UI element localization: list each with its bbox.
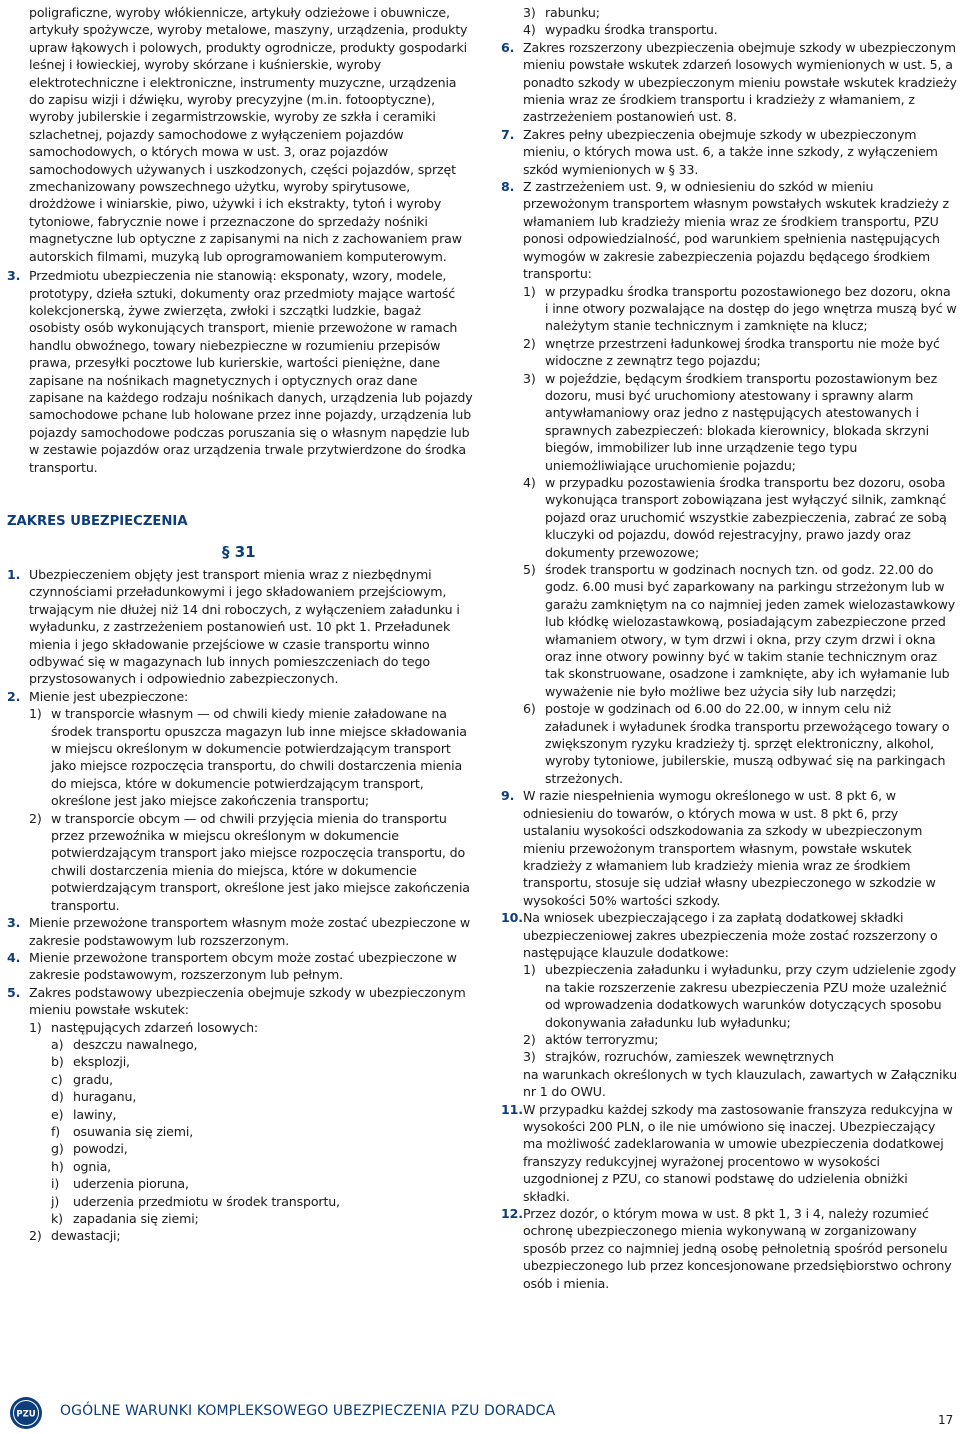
clause-number: 10. — [501, 910, 523, 926]
sub-item-b — [51, 1053, 473, 1070]
logo-text: PZU — [16, 1409, 36, 1420]
pzu-logo-icon — [10, 1397, 42, 1429]
clause-number: 4. — [7, 949, 21, 965]
item-text: Przedmiotu ubezpieczenia nie stanowią: eksponaty, wzory, modele, prototypy, dzieła sztuki, dokumenty oraz przedmioty mające wartość kolekcjonerską, żywe zwierzęta, zwłoki i szczątki ludzkie, bagaż osobisty osób wykonujących transport, mienie przewożone w ramach handlu obwoźnego, towary niebezpieczne w rozumieniu przepisów prawa, przesyłki pocztowe lub kurierskie, wartości pieniężne, dane zapisane na nośnikach magnetycznych i optycznych oraz dane zapisane na każdego rodzaju nośnikach danych, urządzenia lub pojazdy samochodowe pchane lub holowane przez inne pojazdy, urządzenia lub pojazdy samochodowe podczas poruszania się o własnym napędzie lub w zestawie pojazdów oraz urządzenia trwale przytwierdzone do środka transportu. — [29, 268, 473, 475]
clause-text: Mienie przewożone transportem własnym może zostać ubezpieczone w zakresie podstawowym lub rozszerzonym. — [29, 915, 471, 948]
sub-item-letter: k) — [51, 1211, 63, 1226]
sub-item-c — [51, 1071, 473, 1088]
sub-item-k — [51, 1210, 473, 1227]
clause-8-item-1 — [523, 283, 957, 335]
item-text: wnętrze przestrzeni ładunkowej środka transportu nie może być widoczne z zewnątrz tego pojazdu; — [545, 335, 940, 369]
clause-5-continuation — [501, 4, 957, 39]
clause-10 — [501, 909, 957, 1100]
clause-2 — [7, 688, 473, 914]
item-text: w pojeździe, będącym środkiem transportu pozostawionym bez dozoru, musi być uruchomiony atestowany i sprawny alarm antywłamaniowy oraz jedno z następujących atestowanych i sprawnych zabezpieczeń: blokada kierownicy, blokada skrzyni biegów, immobilizer lub inne urządzenie tego typu uniemożliwiające uruchomienie pojazdu; — [545, 370, 938, 473]
clause-8-item-6 — [523, 700, 957, 787]
item-number: 2) — [523, 335, 536, 351]
sub-item-text: deszczu nawalnego, — [73, 1036, 198, 1052]
item-3 — [7, 267, 473, 476]
sub-item-text: eksplozji, — [73, 1054, 130, 1070]
clause-text: Zakres podstawowy ubezpieczenia obejmuje szkody w ubezpieczonym mieniu powstałe wskutek: — [29, 984, 466, 1018]
clause-text: Na wniosek ubezpieczającego i za zapłatą dodatkowej składki ubezpieczeniowej zakres ubezpieczenia może zostać rozszerzony o następujące klauzule dodatkowe: — [523, 910, 938, 960]
item-number: 2) — [29, 1228, 42, 1244]
clause-number: 1. — [7, 566, 21, 582]
item-text: wypadku środka transportu. — [545, 22, 718, 38]
item-number: 3. — [7, 268, 21, 284]
clause-number: 9. — [501, 788, 515, 804]
sub-item-text: powodzi, — [73, 1141, 128, 1157]
clause-text: Zakres rozszerzony ubezpieczenia obejmuje szkody w ubezpieczonym mieniu powstałe wskutek zdarzeń losowych wymienionych w ust. 5, a ponadto szkody w ubezpieczonym mieniu powstałe wskutek kradzieży mienia wraz ze środkiem transportu i kradzieży z włamaniem, z zastrzeżeniem postanowień ust. 8. — [523, 39, 957, 125]
item-number: 5) — [523, 562, 536, 577]
item-text: w transporcie własnym — od chwili kiedy mienie załadowane na środek transportu opuszcza magazyn lub inne miejsce składowania w miejscu określonym w dokumencie potwierdzającym transport jako miejsce rozpoczęcia transportu, do chwili dostarczenia mienia do miejsca, które w dokumencie potwierdzającym transport, określone jest jako miejsce zakończenia transportu; — [51, 706, 467, 809]
sub-item-e — [51, 1106, 473, 1123]
item-text: ubezpieczenia załadunku i wyładunku, przy czym udzielenie zgody na takie rozszerzenie zakresu ubezpieczenia PZU może uzależnić od wprowadzenia dodatkowych warunków dotyczących sposobu dokonywania załadunku lub wyładunku; — [545, 962, 957, 1030]
item-number: 3) — [523, 5, 536, 20]
sub-item-letter: a) — [51, 1036, 64, 1052]
clause-8-item-4 — [523, 474, 957, 561]
clause-number: 7. — [501, 126, 515, 142]
clause-number: 2. — [7, 688, 21, 704]
clause-5-item-3 — [523, 4, 957, 21]
clause-text: Ubezpieczeniem objęty jest transport mienia wraz z niezbędnymi czynnościami przeładunkowymi i jego składowaniem przejściowym, trwającym nie dłużej niż 14 dni roboczych, z wyłączeniem załadunku i wyładunku, z zastrzeżeniem postanowień ust. 10 pkt 1. Przeładunek mienia i jego składowanie przejściowe w czasie transportu winno odbywać się w magazynach lub innych pomieszczeniach do tego przystosowanych i odpowiednio zabezpieczonych. — [29, 566, 460, 687]
sub-item-a — [51, 1036, 473, 1053]
sub-item-i — [51, 1175, 473, 1192]
clause-8-item-3 — [523, 370, 957, 474]
item-text: aktów terroryzmu; — [545, 1031, 659, 1047]
item-text: w transporcie obcym — od chwili przyjęcia mienia do transportu przez przewoźnika w miejscu określonym w dokumencie potwierdzającym transport jako miejsce rozpoczęcia transportu, do chwili dostarczenia mienia do miejsca, które w dokumencie potwierdzającym transport, określone jest jako miejsce zakończenia transportu. — [51, 810, 470, 913]
sub-item-d — [51, 1088, 473, 1105]
item-text: strajków, rozruchów, zamieszek wewnętrznych — [545, 1049, 834, 1065]
clause-8-item-5 — [523, 561, 957, 700]
clause-text: Mienie przewożone transportem obcym może zostać ubezpieczone w zakresie podstawowym, rozszerzonym lub pełnym. — [29, 949, 457, 983]
clause-number: 12. — [501, 1206, 523, 1222]
sub-item-text: lawiny, — [73, 1106, 117, 1122]
intro-continuation: poligraficzne, wyroby włókiennicze, artykuły odzieżowe i obuwnicze, artykuły spożywcze, wyroby metalowe, maszyny, urządzenia, produkty upraw łąkowych i polowych, produkty ogrodnicze, produkty gospodarki leśnej i łowieckiej, wyroby skórzane i kuśnierskie, wyroby elektrotechniczne i elektroniczne, instrumenty muzyczne, urządzenia do zapisu wizji i dźwięku, wyroby precyzyjne (m.in. fotooptyczne), wyroby jubilerskie i zegarmistrzowskie, wyroby ze szkła i ceramiki szlachetnej, pojazdy samochodowe z wyłączeniem pojazdów samochodowych, o których mowa w ust. 3, oraz pojazdów samochodowych używanych i uszkodzonych, części pojazdów, sprzęt zmechanizowany powszechnego użytku, wyroby spirytusowe, drożdżowe i winiarskie, piwo, używki i ich ekstrakty, tytoń i wyroby tytoniowe, fabrycznie nowe i przeznaczone do sprzedaży nośniki magnetyczne lub optyczne z zapisanymi na nich z zachowaniem praw autorskich filmami, muzyką lub oprogramowaniem komputerowym. — [29, 5, 468, 264]
item-number: 2) — [29, 810, 42, 826]
clause-5 — [7, 984, 473, 1245]
item-number: 1) — [523, 962, 536, 978]
clause-4 — [7, 949, 473, 984]
sub-item-letter: d) — [51, 1089, 64, 1105]
sub-item-text: huraganu, — [73, 1089, 137, 1105]
clause-number: 3. — [7, 915, 21, 931]
sub-item-text: uderzenia pioruna, — [73, 1176, 189, 1192]
sub-item-h — [51, 1158, 473, 1175]
item-text: postoje w godzinach od 6.00 do 22.00, w innym celu niż załadunek i wyładunek środka transportu przewożącego towary o zwiększonym ryzyku kradzieży tj. sprzęt elektroniczny, alkohol, wyroby tytoniowe, jubilerskie, muszą odbywać się na parkingach strzeżonych. — [545, 701, 950, 786]
sub-item-letter: g) — [51, 1141, 64, 1157]
sub-item-letter: e) — [51, 1106, 64, 1122]
item-number: 3) — [523, 370, 536, 386]
sub-item-letter: j) — [51, 1193, 60, 1209]
clause-8-item-2 — [523, 335, 957, 370]
clause-text: Mienie jest ubezpieczone: — [29, 688, 189, 704]
clause-10-tail: na warunkach określonych w tych klauzulach, zawartych w Załączniku nr 1 do OWU. — [523, 1066, 957, 1100]
item-number: 4) — [523, 474, 536, 490]
clause-6 — [501, 39, 957, 126]
clause-1 — [7, 566, 473, 688]
clause-10-item-3 — [523, 1048, 957, 1065]
clause-11 — [501, 1101, 957, 1205]
clause-5-item-4 — [523, 21, 957, 38]
footer-document-title: OGÓLNE WARUNKI KOMPLEKSOWEGO UBEZPIECZENIA PZU DORADCA — [60, 1403, 556, 1419]
section-heading: ZAKRES UBEZPIECZENIA — [7, 513, 188, 529]
item-text: rabunku; — [545, 5, 600, 20]
sub-item-text: ognia, — [73, 1158, 112, 1174]
clause-2-item-2 — [29, 810, 473, 914]
clause-text: Zakres pełny ubezpieczenia obejmuje szkody w ubezpieczonym mieniu, o których mowa ust. 6, a także inne szkody, z wyłączeniem szkód wymienionych w § 33. — [523, 126, 938, 177]
clause-number: 11. — [501, 1101, 523, 1117]
clause-7 — [501, 126, 957, 178]
clause-number: 8. — [501, 179, 515, 195]
item-text: następujących zdarzeń losowych: — [51, 1019, 258, 1035]
item-number: 1) — [29, 1019, 42, 1035]
clause-text: Z zastrzeżeniem ust. 9, w odniesieniu do szkód w mieniu przewożonym transportem własnym powstałych wskutek kradzieży z włamaniem lub kradzieży mienia wraz ze środkiem transportu, PZU ponosi odpowiedzialność, pod warunkiem spełnienia następujących wymogów w zakresie zabezpieczenia pojazdu będącego środkiem transportu: — [523, 179, 949, 282]
sub-item-letter: i) — [51, 1176, 60, 1192]
clause-12 — [501, 1205, 957, 1292]
sub-item-letter: f) — [51, 1123, 61, 1139]
clause-10-item-1 — [523, 961, 957, 1031]
item-number: 3) — [523, 1049, 536, 1065]
clause-text: W razie niespełnienia wymogu określonego w ust. 8 pkt 6, w odniesieniu do towarów, o których mowa w ust. 8 pkt 6, przy ustalaniu wysokości odszkodowania za szkody w ubezpieczonym mieniu przewożonym transportem własnym, powstałe wskutek kradzieży z włamaniem lub kradzieży mienia wraz ze środkiem transportu, stosuje się udział własny ubezpieczonego w szkodzie w wysokości 50% wartości szkody. — [523, 788, 936, 908]
clause-10-item-2 — [523, 1031, 957, 1048]
clause-text: W przypadku każdej szkody ma zastosowanie franszyza redukcyjna w wysokości 200 PLN, o ile nie umówiono się inaczej. Ubezpieczający ma możliwość zadeklarowania w umowie ubezpieczenia dodatkowej franszyzy redukcyjnej wyrażonej procentowo w wysokości uzgodnionej z PZU, co stanowi podstawę do udzielenia obniżki składki. — [523, 1101, 953, 1204]
item-text: w przypadku środka transportu pozostawionego bez dozoru, okna i inne otwory pozwalające na dostęp do jego wnętrza muszą być w należytym stanie technicznym i zamknięte na klucz; — [545, 283, 957, 334]
clause-text: Przez dozór, o którym mowa w ust. 8 pkt 1, 3 i 4, należy rozumieć ochronę ubezpieczonego mienia wykonywaną w zorganizowany sposób przez co najmniej jedną osobę pełnoletnią spośród personelu ubezpieczonego lub przez koncesjonowane przedsiębiorstwo ochrony osób i mienia. — [523, 1206, 952, 1291]
clause-2-item-1 — [29, 705, 473, 809]
clause-number: 6. — [501, 39, 515, 55]
item-text: dewastacji; — [51, 1228, 121, 1244]
sub-item-letter: c) — [51, 1071, 63, 1087]
sub-item-f — [51, 1123, 473, 1140]
item-number: 2) — [523, 1031, 536, 1047]
clause-3 — [7, 914, 473, 949]
sub-item-letter: b) — [51, 1054, 64, 1070]
sub-item-text: osuwania się ziemi, — [73, 1123, 194, 1139]
right-column — [501, 4, 957, 1292]
left-column — [7, 4, 473, 1245]
item-text: w przypadku pozostawienia środka transportu bez dozoru, osoba wykonująca transport zobowiązana jest wyłączyć silnik, zamknąć pojazd oraz uruchomić wszystkie zabezpieczenia, zabrać ze sobą kluczyki od pojazdu, dowód rejestracyjny, prawo jazdy oraz dokumenty przewozowe; — [545, 474, 947, 560]
logo-lettering — [10, 1397, 42, 1429]
clause-5-item-1 — [29, 1019, 473, 1228]
item-number: 1) — [523, 283, 536, 299]
sub-item-text: gradu, — [73, 1071, 113, 1087]
sub-item-text: zapadania się ziemi; — [73, 1211, 199, 1226]
clause-5-item-2 — [29, 1227, 473, 1244]
paragraph-mark: § 31 — [222, 542, 256, 561]
clause-8 — [501, 178, 957, 787]
item-number: 1) — [29, 706, 42, 722]
sub-item-j — [51, 1193, 473, 1210]
sub-item-letter: h) — [51, 1158, 64, 1174]
sub-item-g — [51, 1140, 473, 1157]
page-number: 17 — [938, 1413, 954, 1427]
item-text: środek transportu w godzinach nocnych tzn. od godz. 22.00 do godz. 6.00 musi być zaparkowany na parkingu strzeżonym lub w garażu zamkniętym na co najmniej jeden zamek wielozastawkowy lub kłódkę wielozastawkową, posiadającym zabezpieczone przed włamaniem otwory, w tym drzwi i okna, przy czym drzwi i okna oraz inne otwory powinny być w takim stanie technicznym oraz tak skonstruowane, osadzone i zamknięte, aby ich wyłamanie lub wyważenie nie było możliwe bez użycia siły lub narzędzi; — [545, 562, 956, 699]
clause-9 — [501, 787, 957, 909]
sub-item-text: uderzenia przedmiotu w środek transportu, — [73, 1193, 340, 1209]
item-number: 6) — [523, 701, 536, 717]
item-number: 4) — [523, 22, 536, 38]
clause-number: 5. — [7, 984, 21, 1000]
